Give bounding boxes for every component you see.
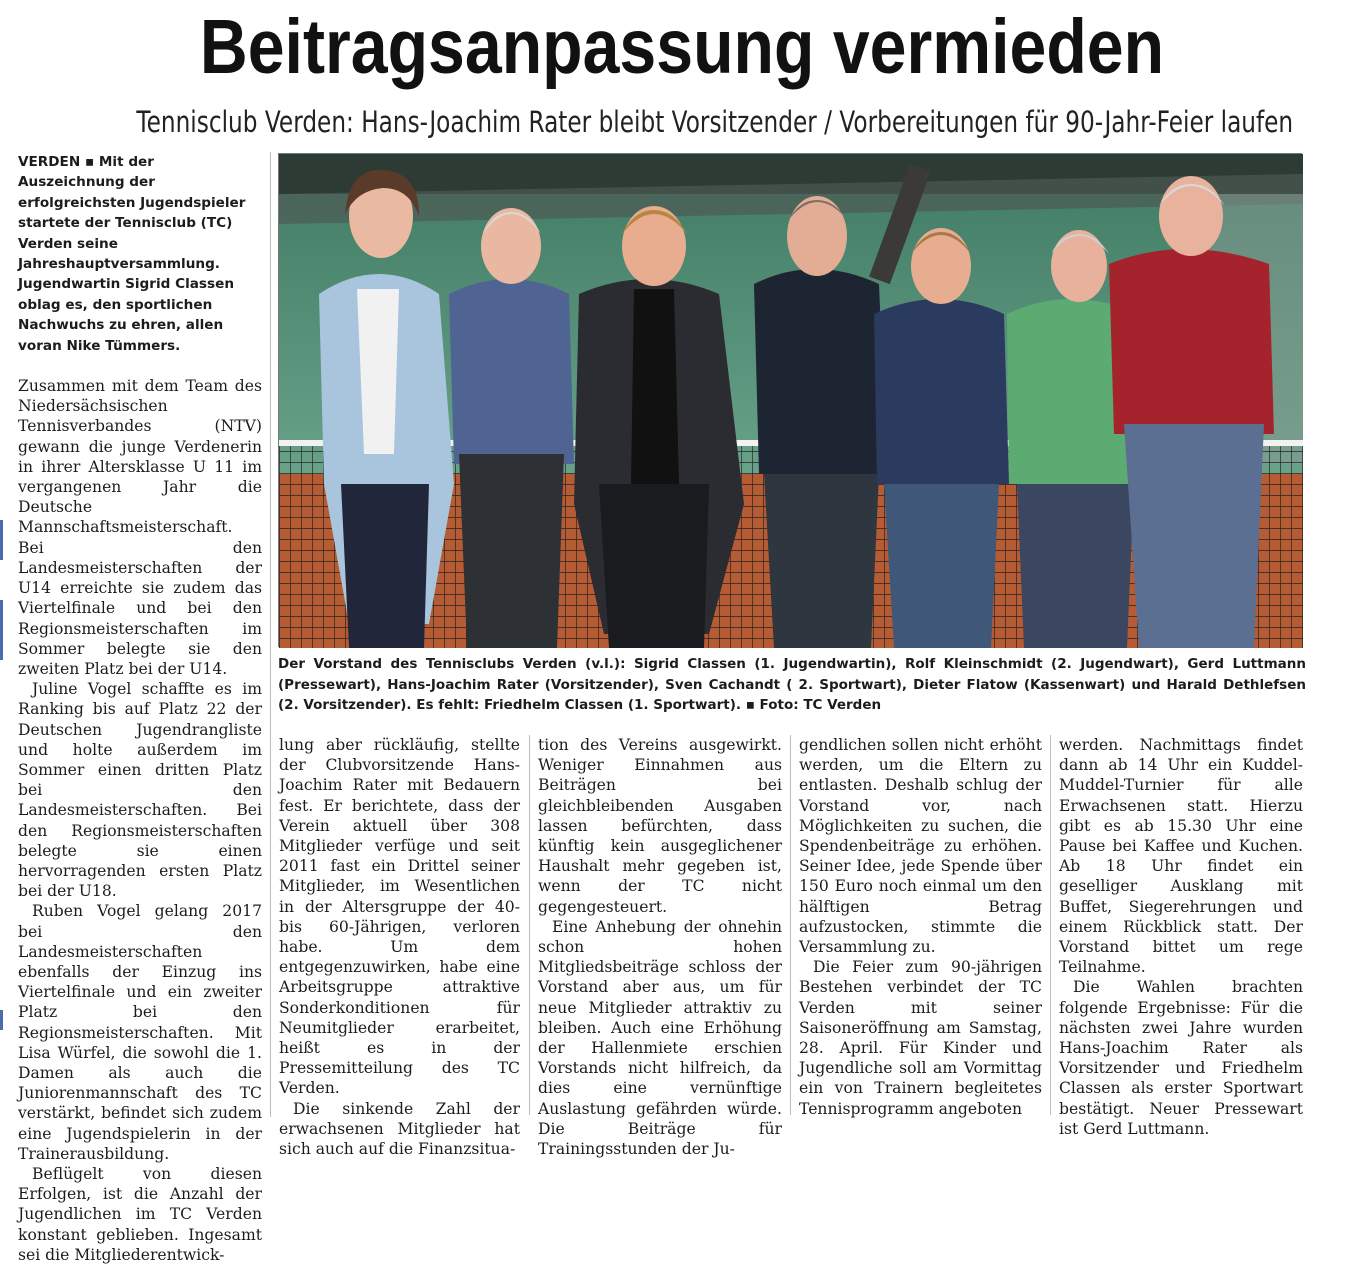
article-column-2 [279, 735, 520, 1159]
team-photo [278, 153, 1302, 647]
body-paragraph: Beflügelt von diesen Erfolgen, ist die Anzahl der Jugendlichen im TC Verden konstant geblieben. Ingesamt sei die Mitgliederentwick- [18, 1164, 262, 1264]
lead-paragraph: VERDEN ▪ Mit der Auszeichnung der erfolgreichsten Jugendspieler startete der Tennisclub (TC) Verden seine Jahreshauptversammlung. Jugendwartin Sigrid Classen oblag es, den sportlichen Nachwuchs zu ehren, allen voran Nike Tümmers. [18, 154, 246, 354]
article-column-1 [18, 152, 262, 1264]
column-rule [529, 735, 530, 1115]
body-paragraph: Die Feier zum 90-jährigen Bestehen verbindet der TC Verden mit seiner Saisoneröffnung am Samstag, 28. April. Für Kinder und Jugendliche soll am Vormittag ein von Trainern begleitetes Tennisprogramm angeboten [799, 958, 1042, 1118]
headline: Beitragsanpassung vermieden [199, 4, 1165, 90]
body-paragraph: Eine Anhebung der ohnehin schon hohen Mitgliedsbeiträge schloss der Vorstand aber aus, um für neue Mitglieder attraktiv zu bleiben. Auch eine Erhöhung der Hallenmiete erschien Vorstands nicht hilfreich, da dies eine vernünftige Auslastung gefährden würde. Die Beiträge für Trainingsstunden der Ju- [538, 917, 782, 1159]
subheadline: Tennisclub Verden: Hans-Joachim Rater bleibt Vorsitzender / Vorbereitungen für 90-Jahr-Feier laufen [136, 105, 1294, 139]
body-paragraph: Die Wahlen brachten folgende Ergebnisse: Für die nächsten zwei Jahre wurden Hans-Joachim Rater als Vorsitzender und Friedhelm Classen als erster Sportwart bestätigt. Neuer Pressewart ist Gerd Luttmann. [1059, 978, 1303, 1138]
body-paragraph: Ruben Vogel gelang 2017 bei den Landesmeisterschaften ebenfalls der Einzug ins Viertelfinale und ein zweiter Platz bei den Regionsmeisterschaften. Mit Lisa Würfel, die sowohl die 1. Damen als auch die Juniorenmannschaft des TC verstärkt, befindet sich zudem eine Jugendspielerin in der Trainerausbildung. [18, 902, 262, 1163]
column-rule [1050, 735, 1051, 1115]
body-paragraph: Zusammen mit dem Team des Niedersächsischen Tennisverbandes (NTV) gewann die junge Verdenerin in ihrer Altersklasse U 11 im vergangenen Jahr die Deutsche Mannschaftsmeisterschaft. Bei den Landesmeisterschaften der U14 erreichte sie zudem das Viertelfinale und bei den Regionsmeisterschaften im Sommer belegte sie den zweiten Platz bei der U14. [18, 377, 262, 678]
column-rule [790, 735, 791, 1115]
article-column-3 [538, 735, 782, 1159]
body-paragraph: lung aber rückläufig, stellte der Clubvorsitzende Hans-Joachim Rater mit Bedauern fest. Er berichtete, dass der Verein aktuell über 308 Mitglieder verfüge und seit 2011 fast ein Drittel seiner Mitglieder, im Wesentlichen in der Altersgruppe der 40- bis 60-Jährigen, verloren habe. Um dem entgegenzuwirken, habe eine Arbeitsgruppe attraktive Sonderkonditionen für Neumitglieder erarbeitet, heißt es in der Pressemitteilung des TC Verden. [279, 736, 520, 1098]
column-rule [270, 152, 271, 1117]
article-column-5 [1059, 735, 1303, 1138]
body-paragraph: gendlichen sollen nicht erhöht werden, um die Eltern zu entlasten. Deshalb schlug der Vorstand vor, nach Möglichkeiten zu suchen, die Spendenbeiträge zu erhöhen. Seiner Idee, jede Spende über 150 Euro noch einmal um den hälftigen Betrag aufzustocken, stimmte die Versammlung zu. [799, 736, 1042, 957]
body-paragraph: Juline Vogel schaffte es im Ranking bis auf Platz 22 der Deutschen Jugendrangliste und holte außerdem im Sommer einen dritten Platz bei den Landesmeisterschaften. Bei den Regionsmeisterschaften belegte sie einen hervorragenden ersten Platz bei der U18. [18, 680, 262, 901]
column-marker [0, 600, 3, 660]
body-paragraph: werden. Nachmittags findet dann ab 14 Uhr ein Kuddel-Muddel-Turnier für alle Erwachsenen statt. Hierzu gibt es ab 15.30 Uhr eine Pause bei Kaffee und Kuchen. Ab 18 Uhr findet ein geselliger Ausklang mit Buffet, Siegerehrungen und einem Rückblick statt. Der Vorstand bittet um rege Teilnahme. [1059, 736, 1303, 977]
body-paragraph: Die sinkende Zahl der erwachsenen Mitglieder hat sich auch auf die Finanzsitua- [279, 1099, 520, 1159]
photo-caption: Der Vorstand des Tennisclubs Verden (v.l.): Sigrid Classen (1. Jugendwartin), Rolf Kleinschmidt (2. Jugendwart), Gerd Luttmann (Pressewart), Hans-Joachim Rater (Vorsitzender), Sven Cachandt ( 2. Sportwart), Dieter Flatow (Kassenwart) und Harald Dethlefsen (2. Vorsitzender). Es fehlt: Friedhelm Classen (1. Sportwart). ▪ Foto: TC Verden [278, 656, 1306, 713]
body-paragraph: tion des Vereins ausgewirkt. Weniger Einnahmen aus Beiträgen bei gleichbleibenden Ausgaben lassen befürchten, dass künftig kein ausgeglichener Haushalt mehr gegeben ist, wenn der TC nicht gegengesteuert. [538, 736, 782, 916]
article-column-4 [799, 735, 1042, 1120]
column-marker [0, 520, 3, 560]
column-marker [0, 1010, 3, 1030]
